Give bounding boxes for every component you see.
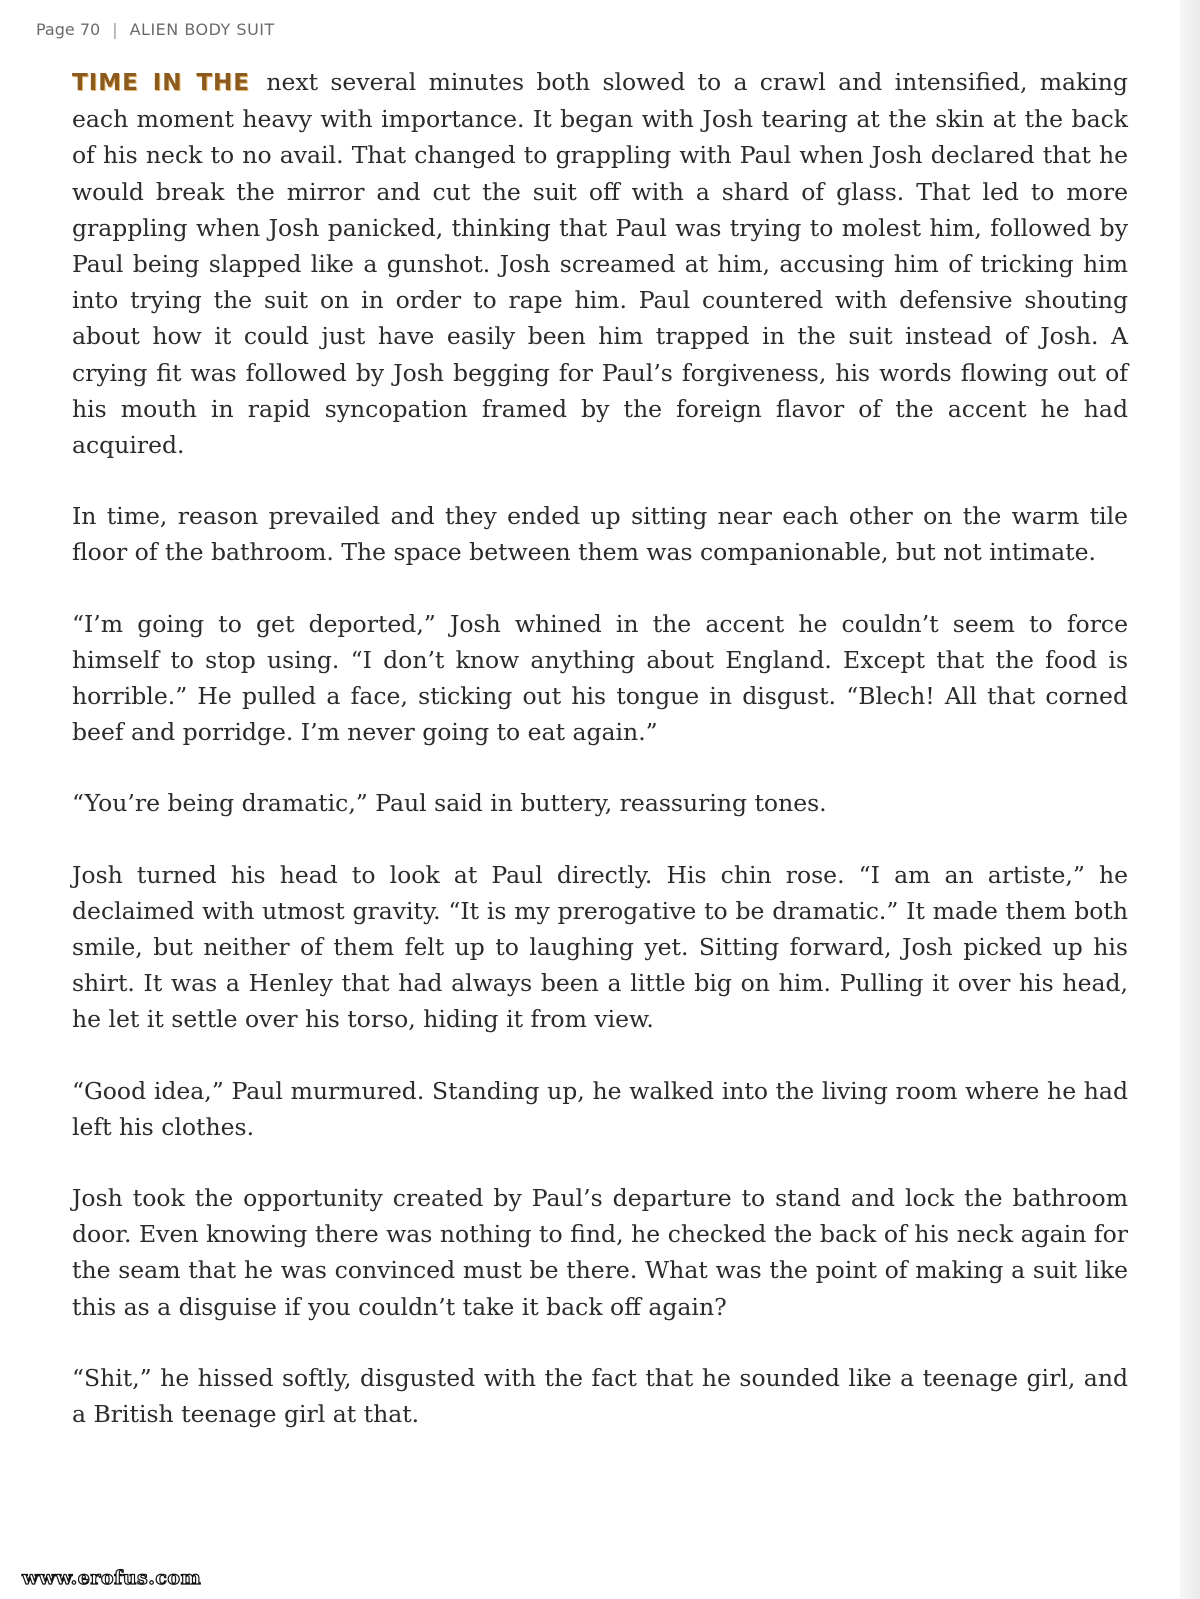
page-header bbox=[36, 20, 275, 39]
page-number: Page 70 bbox=[36, 20, 101, 39]
paragraph-8: “Shit,” he hissed softly, disgusted with the fact that he sounded like a teenage girl, and a British teenage girl at that. bbox=[72, 1363, 1128, 1429]
header-separator: | bbox=[112, 20, 118, 39]
paragraph-6: “Good idea,” Paul murmured. Standing up, he walked into the living room where he had left his clothes. bbox=[72, 1076, 1128, 1141]
paragraph-7: Josh took the opportunity created by Paul’s departure to stand and lock the bathroom door. Even knowing there was nothing to find, he checked the back of his neck again for the seam that he was convinced must be there. What was the point of making a suit like this as a disguise if you couldn’t take it back off again? bbox=[72, 1184, 1128, 1321]
paragraph-4: “You’re being dramatic,” Paul said in buttery, reassuring tones. bbox=[72, 789, 827, 818]
lead-in-smallcaps: TIME IN THE bbox=[72, 70, 250, 96]
watermark: www.erofus.com bbox=[22, 1567, 202, 1589]
paragraph-3: “I’m going to get deported,” Josh whined in the accent he couldn’t seem to force himself to stop using. “I don’t know anything about England. Except that the food is horrible.” He pulled a face, sticking out his tongue in disgust. “Blech! All that corned beef and porridge. I’m never going to eat again.” bbox=[72, 609, 1128, 747]
paragraph-2: In time, reason prevailed and they ended up sitting near each other on the warm tile floor of the bathroom. The space between them was companionable, but not intimate. bbox=[72, 502, 1128, 567]
paragraph-1-text: next several minutes both slowed to a crawl and intensified, making each moment heavy with importance. It began with Josh tearing at the skin at the back of his neck to no avail. That changed to grappling with Paul when Josh declared that he would break the mirror and cut the suit off with a shard of glass. That led to more grappling when Josh panicked, thinking that Paul was trying to molest him, followed by Paul being slapped like a gunshot. Josh screamed at him, accusing him of tricking him into trying the suit on in order to rape him. Paul countered with defensive shouting about how it could just have easily been him trapped in the suit instead of Josh. A crying fit was followed by Josh begging for Paul’s forgiveness, his words flowing out of his mouth in rapid syncopation framed by the foreign flavor of the accent he had acquired. bbox=[72, 68, 1128, 460]
book-title: ALIEN BODY SUIT bbox=[129, 20, 275, 39]
paragraph-1 bbox=[72, 64, 1128, 463]
paragraph-5: Josh turned his head to look at Paul directly. His chin rose. “I am an artiste,” he declaimed with utmost gravity. “It is my prerogative to be dramatic.” It made them both smile, but neither of them felt up to laughing yet. Sitting forward, Josh picked up his shirt. It was a Henley that had always been a little big on him. Pulling it over his head, he let it settle over his torso, hiding it from view. bbox=[72, 860, 1128, 1034]
page-edge bbox=[1180, 0, 1200, 1599]
page-body bbox=[72, 64, 1128, 1467]
